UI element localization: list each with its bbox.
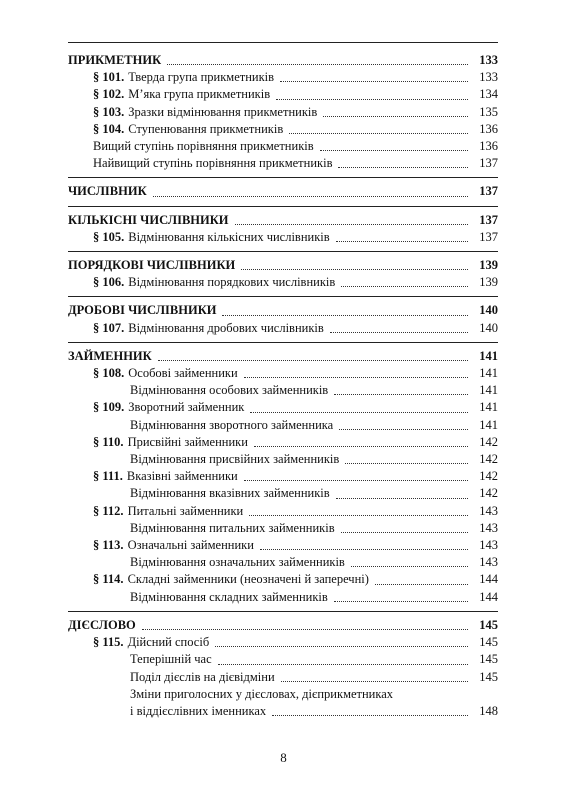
toc-entry-title: Відмінювання вказівних займенників xyxy=(130,486,330,501)
page-number: 8 xyxy=(280,750,287,765)
section-number: § 110. xyxy=(93,434,124,449)
toc-heading[interactable] xyxy=(68,302,498,319)
section-number: § 115. xyxy=(93,635,124,650)
toc-entry[interactable] xyxy=(68,417,498,434)
toc-page-number: 139 xyxy=(479,275,498,290)
toc-page-number: 134 xyxy=(479,87,498,102)
dot-leader xyxy=(339,429,468,430)
toc-entry[interactable] xyxy=(68,229,498,246)
toc-page-number: 140 xyxy=(479,320,498,335)
toc-heading-title: ПРИКМЕТНИК xyxy=(68,53,162,67)
dot-leader xyxy=(341,286,468,287)
toc-entry[interactable] xyxy=(68,451,498,468)
dot-leader xyxy=(250,412,468,413)
toc-heading[interactable] xyxy=(68,617,498,634)
section-number: § 112. xyxy=(93,503,124,518)
toc-heading[interactable] xyxy=(68,183,498,200)
dot-leader xyxy=(153,196,468,197)
toc-entry-title: Відмінювання порядкових числівників xyxy=(128,275,336,290)
table-of-contents xyxy=(68,47,498,725)
toc-page-number: 139 xyxy=(479,258,498,273)
toc-entry-title: Відмінювання особових займенників xyxy=(130,383,329,398)
toc-entry-title: Складні займенники (неозначені й заперечні) xyxy=(127,572,369,587)
dot-leader xyxy=(338,167,468,168)
toc-heading[interactable] xyxy=(68,212,498,229)
toc-heading-title: ЗАЙМЕННИК xyxy=(68,348,152,363)
toc-page-number: 141 xyxy=(479,366,498,381)
toc-section xyxy=(68,297,498,342)
toc-entry-title: Дійсний спосіб xyxy=(127,635,210,650)
toc-entry[interactable] xyxy=(68,634,498,651)
toc-page-number: 142 xyxy=(479,434,498,449)
top-rule xyxy=(68,42,498,43)
section-number: § 114. xyxy=(93,572,124,587)
toc-entry[interactable] xyxy=(68,468,498,485)
toc-section xyxy=(68,178,498,206)
toc-entry[interactable] xyxy=(68,537,498,554)
section-number: § 107. xyxy=(93,320,125,335)
toc-page-number: 142 xyxy=(479,486,498,501)
toc-page-number: 137 xyxy=(479,156,498,171)
toc-page-number: 143 xyxy=(479,555,498,570)
dot-leader xyxy=(249,515,468,516)
toc-page-number: 133 xyxy=(479,70,498,85)
toc-entry[interactable] xyxy=(68,104,498,121)
toc-entry-title: Відмінювання складних займенників xyxy=(130,589,328,604)
toc-entry-title: Відмінювання кількісних числівників xyxy=(128,229,330,244)
toc-entry-title: Вищий ступінь порівняння прикметників xyxy=(93,139,314,154)
dot-leader xyxy=(281,681,468,682)
toc-page-number: 144 xyxy=(479,572,498,587)
dot-leader xyxy=(276,99,468,100)
toc-page-number: 136 xyxy=(479,121,498,136)
toc-page-number: 141 xyxy=(479,400,498,415)
toc-entry-title: Поділ дієслів на дієвідміни xyxy=(130,669,275,684)
toc-entry-title: Відмінювання присвійних займенників xyxy=(130,452,340,467)
dot-leader xyxy=(330,332,468,333)
toc-page-number: 133 xyxy=(479,53,498,67)
toc-entry[interactable] xyxy=(68,589,498,606)
toc-page-number: 143 xyxy=(479,520,498,535)
toc-entry-title: Вказівні займенники xyxy=(126,469,238,484)
toc-page-number: 141 xyxy=(479,417,498,432)
toc-page-number: 145 xyxy=(479,652,498,667)
toc-heading[interactable] xyxy=(68,348,498,365)
toc-entry-title: Присвійні займенники xyxy=(127,434,248,449)
toc-entry[interactable] xyxy=(68,365,498,382)
toc-entry-title: Ступенювання прикметників xyxy=(128,121,284,136)
toc-entry-title: М’яка група прикметників xyxy=(128,87,271,102)
toc-page-number: 142 xyxy=(479,452,498,467)
toc-page-number: 142 xyxy=(479,469,498,484)
dot-leader xyxy=(254,446,468,447)
toc-entry[interactable] xyxy=(68,274,498,291)
toc-page-number: 145 xyxy=(479,635,498,650)
toc-entry-title: Відмінювання означальних займенників xyxy=(130,555,345,570)
dot-leader xyxy=(341,532,468,533)
toc-entry[interactable] xyxy=(68,86,498,103)
toc-entry-title: Відмінювання зворотного займенника xyxy=(130,417,334,432)
toc-entry[interactable] xyxy=(68,399,498,416)
dot-leader xyxy=(244,377,468,378)
toc-page-number: 137 xyxy=(479,184,498,199)
toc-page-number: 148 xyxy=(479,703,498,718)
dot-leader xyxy=(320,150,468,151)
section-number: § 102. xyxy=(93,87,125,102)
toc-section xyxy=(68,343,498,612)
dot-leader xyxy=(336,498,468,499)
toc-page-number: 141 xyxy=(479,348,498,363)
dot-leader xyxy=(334,601,468,602)
dot-leader xyxy=(235,224,468,225)
toc-section xyxy=(68,47,498,178)
toc-entry-title: Означальні займенники xyxy=(127,538,254,553)
toc-page-number: 137 xyxy=(479,212,498,227)
toc-page-number: 145 xyxy=(479,669,498,684)
toc-entry[interactable] xyxy=(68,554,498,571)
toc-entry[interactable] xyxy=(68,485,498,502)
toc-section xyxy=(68,207,498,252)
dot-leader xyxy=(260,549,468,550)
dot-leader xyxy=(334,394,468,395)
toc-heading[interactable] xyxy=(68,257,498,274)
dot-leader xyxy=(351,566,468,567)
toc-entry[interactable] xyxy=(68,520,498,537)
toc-page-number: 137 xyxy=(479,229,498,244)
section-number: § 109. xyxy=(93,400,125,415)
toc-entry-title: Зміни приголосних у дієсловах, дієприкметниках xyxy=(130,686,394,701)
toc-entry-title: Відмінювання дробових числівників xyxy=(128,320,324,335)
toc-page-number: 135 xyxy=(479,104,498,119)
toc-page-number: 144 xyxy=(479,589,498,604)
toc-entry[interactable] xyxy=(68,69,498,86)
dot-leader xyxy=(345,463,468,464)
dot-leader xyxy=(215,646,468,647)
toc-heading-title: КІЛЬКІСНІ ЧИСЛІВНИКИ xyxy=(68,212,229,227)
section-number: § 104. xyxy=(93,121,125,136)
toc-entry[interactable] xyxy=(68,155,498,172)
toc-entry[interactable] xyxy=(68,651,498,668)
toc-entry-title: Теперішній час xyxy=(130,652,212,667)
dot-leader xyxy=(289,133,468,134)
section-number: § 103. xyxy=(93,104,125,119)
toc-entry[interactable] xyxy=(68,138,498,155)
toc-heading-title: ЧИСЛІВНИК xyxy=(68,184,147,199)
toc-entry-title: Зворотний займенник xyxy=(128,400,245,415)
toc-entry[interactable] xyxy=(68,382,498,399)
dot-leader xyxy=(142,629,468,630)
toc-page-number: 140 xyxy=(479,303,498,318)
toc-entry[interactable] xyxy=(68,434,498,451)
dot-leader xyxy=(158,360,468,361)
dot-leader xyxy=(272,715,468,716)
dot-leader xyxy=(336,241,468,242)
toc-heading-title: ПОРЯДКОВІ ЧИСЛІВНИКИ xyxy=(68,258,236,273)
toc-entry[interactable] xyxy=(68,571,498,588)
toc-page-number: 145 xyxy=(479,617,498,632)
section-number: § 106. xyxy=(93,275,125,290)
toc-page-number: 143 xyxy=(479,503,498,518)
section-number: § 101. xyxy=(93,70,125,85)
toc-entry-title: і віддієслівних іменниках xyxy=(130,703,267,718)
toc-entry-title: Відмінювання питальних займенників xyxy=(130,520,335,535)
toc-heading-title: ДРОБОВІ ЧИСЛІВНИКИ xyxy=(68,303,217,318)
toc-page-number: 143 xyxy=(479,538,498,553)
toc-entry-continuation[interactable] xyxy=(68,703,498,720)
toc-entry-title: Найвищий ступінь порівняння прикметників xyxy=(93,156,333,171)
dot-leader xyxy=(323,116,468,117)
toc-entry-title: Питальні займенники xyxy=(127,503,244,518)
toc-entry[interactable] xyxy=(68,320,498,337)
dot-leader xyxy=(280,81,468,82)
dot-leader xyxy=(244,480,468,481)
section-number: § 113. xyxy=(93,538,124,553)
dot-leader xyxy=(241,269,468,270)
toc-page-number: 141 xyxy=(479,383,498,398)
toc-section xyxy=(68,252,498,297)
dot-leader xyxy=(375,584,468,585)
toc-section xyxy=(68,612,498,725)
toc-entry[interactable] xyxy=(68,686,498,703)
toc-entry[interactable] xyxy=(68,669,498,686)
section-number: § 105. xyxy=(93,229,125,244)
section-number: § 111. xyxy=(93,469,123,484)
toc-entry-title: Особові займенники xyxy=(128,366,238,381)
toc-page-number: 136 xyxy=(479,139,498,154)
toc-entry-title: Зразки відмінювання прикметників xyxy=(128,104,318,119)
section-number: § 108. xyxy=(93,366,125,381)
toc-heading-title: ДІЄСЛОВО xyxy=(68,617,136,632)
dot-leader xyxy=(218,664,468,665)
toc-entry-title: Тверда група прикметників xyxy=(128,70,275,85)
dot-leader xyxy=(222,315,468,316)
toc-heading[interactable] xyxy=(68,52,498,69)
dot-leader xyxy=(167,64,468,65)
toc-entry[interactable] xyxy=(68,121,498,138)
toc-entry[interactable] xyxy=(68,503,498,520)
